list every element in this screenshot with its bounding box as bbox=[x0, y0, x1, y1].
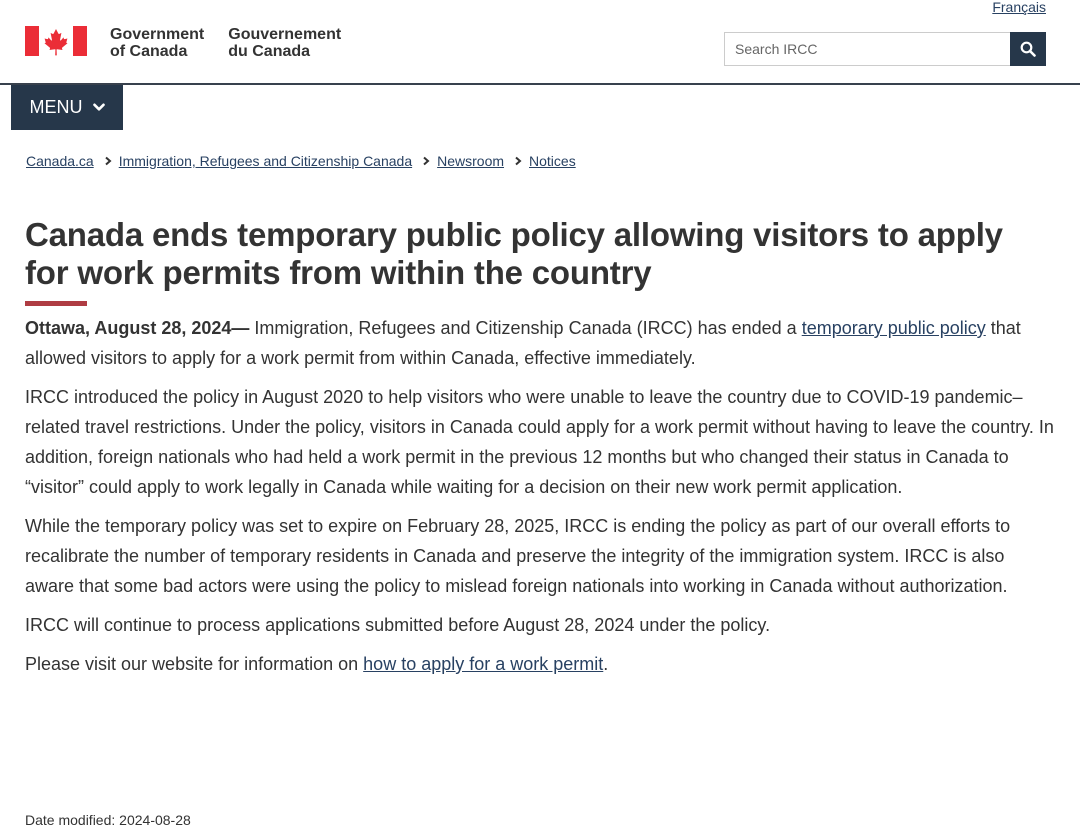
breadcrumb-ircc[interactable]: Immigration, Refugees and Citizenship Canada bbox=[118, 153, 413, 169]
chevron-right-icon bbox=[103, 156, 113, 166]
brand-french bbox=[228, 26, 341, 60]
breadcrumb-canada-ca[interactable]: Canada.ca bbox=[26, 153, 94, 169]
brand-en-line2: of Canada bbox=[110, 43, 188, 60]
search-button[interactable] bbox=[1010, 32, 1046, 66]
search-input[interactable] bbox=[724, 32, 1010, 66]
brand-fr-line2: du Canada bbox=[228, 43, 311, 60]
paragraph-5-text-b: . bbox=[603, 654, 609, 674]
article-paragraph-2: IRCC introduced the policy in August 2020 to help visitors who were unable to leave the country due to COVID-19 pandemic–related travel restrictions. Under the policy, visitors in Canada could apply for a work permit without having to leave the country. In addition, foreign nationals who had held a work permit in the previous 12 months but who changed their status in Canada to “visitor” could apply to work legally in Canada while waiting for a decision on their new work permit application. bbox=[25, 387, 1054, 497]
menu-label: MENU bbox=[29, 97, 83, 117]
date-modified-value: 2024-08-28 bbox=[119, 812, 191, 828]
government-signature[interactable] bbox=[25, 26, 341, 60]
page-title: Canada ends temporary public policy allowing visitors to apply for work permits from within the country bbox=[25, 216, 1003, 291]
article-paragraph-3: While the temporary policy was set to expire on February 28, 2025, IRCC is ending the policy as part of our overall efforts to recalibrate the number of temporary residents in Canada and preserve the integrity of the immigration system. IRCC is also aware that some bad actors were using the policy to mislead foreign nationals into working in Canada without authorization. bbox=[25, 516, 1011, 596]
article-paragraph-4: IRCC will continue to process applications submitted before August 28, 2024 under the policy. bbox=[25, 615, 771, 635]
temporary-public-policy-link[interactable]: temporary public policy bbox=[801, 318, 986, 338]
chevron-right-icon bbox=[513, 156, 523, 166]
article-paragraph-1 bbox=[25, 313, 1055, 373]
dateline: Ottawa, August 28, 2024 bbox=[25, 318, 232, 338]
brand-english bbox=[110, 26, 204, 60]
chevron-right-icon bbox=[421, 156, 431, 166]
paragraph-1-text-a: Immigration, Refugees and Citizenship Canada (IRCC) has ended a bbox=[249, 318, 802, 338]
paragraph-1-text-b: that allowed visitors to apply for a work permit from within Canada, effective immediately. bbox=[25, 318, 1021, 368]
brand-en-line1: Government bbox=[110, 26, 205, 43]
dateline-dash: — bbox=[231, 318, 250, 338]
menu-button[interactable] bbox=[11, 85, 123, 130]
search-icon bbox=[1020, 41, 1036, 57]
date-modified bbox=[25, 812, 191, 828]
how-to-apply-work-permit-link[interactable]: how to apply for a work permit bbox=[363, 654, 604, 674]
breadcrumb bbox=[26, 153, 576, 169]
title-underline bbox=[25, 301, 87, 306]
breadcrumb-newsroom[interactable]: Newsroom bbox=[437, 153, 505, 169]
language-toggle-link[interactable]: Français bbox=[992, 0, 1046, 15]
search-form bbox=[724, 32, 1046, 66]
brand-fr-line1: Gouvernement bbox=[228, 26, 342, 43]
canada-flag-icon bbox=[25, 26, 87, 56]
article-paragraph-5 bbox=[25, 649, 1055, 679]
article-body bbox=[25, 313, 1055, 688]
date-modified-label: Date modified: bbox=[25, 812, 116, 828]
chevron-down-icon bbox=[93, 103, 105, 112]
header-divider bbox=[0, 83, 1080, 85]
paragraph-5-text-a: Please visit our website for information on bbox=[25, 654, 364, 674]
breadcrumb-notices[interactable]: Notices bbox=[529, 153, 576, 169]
